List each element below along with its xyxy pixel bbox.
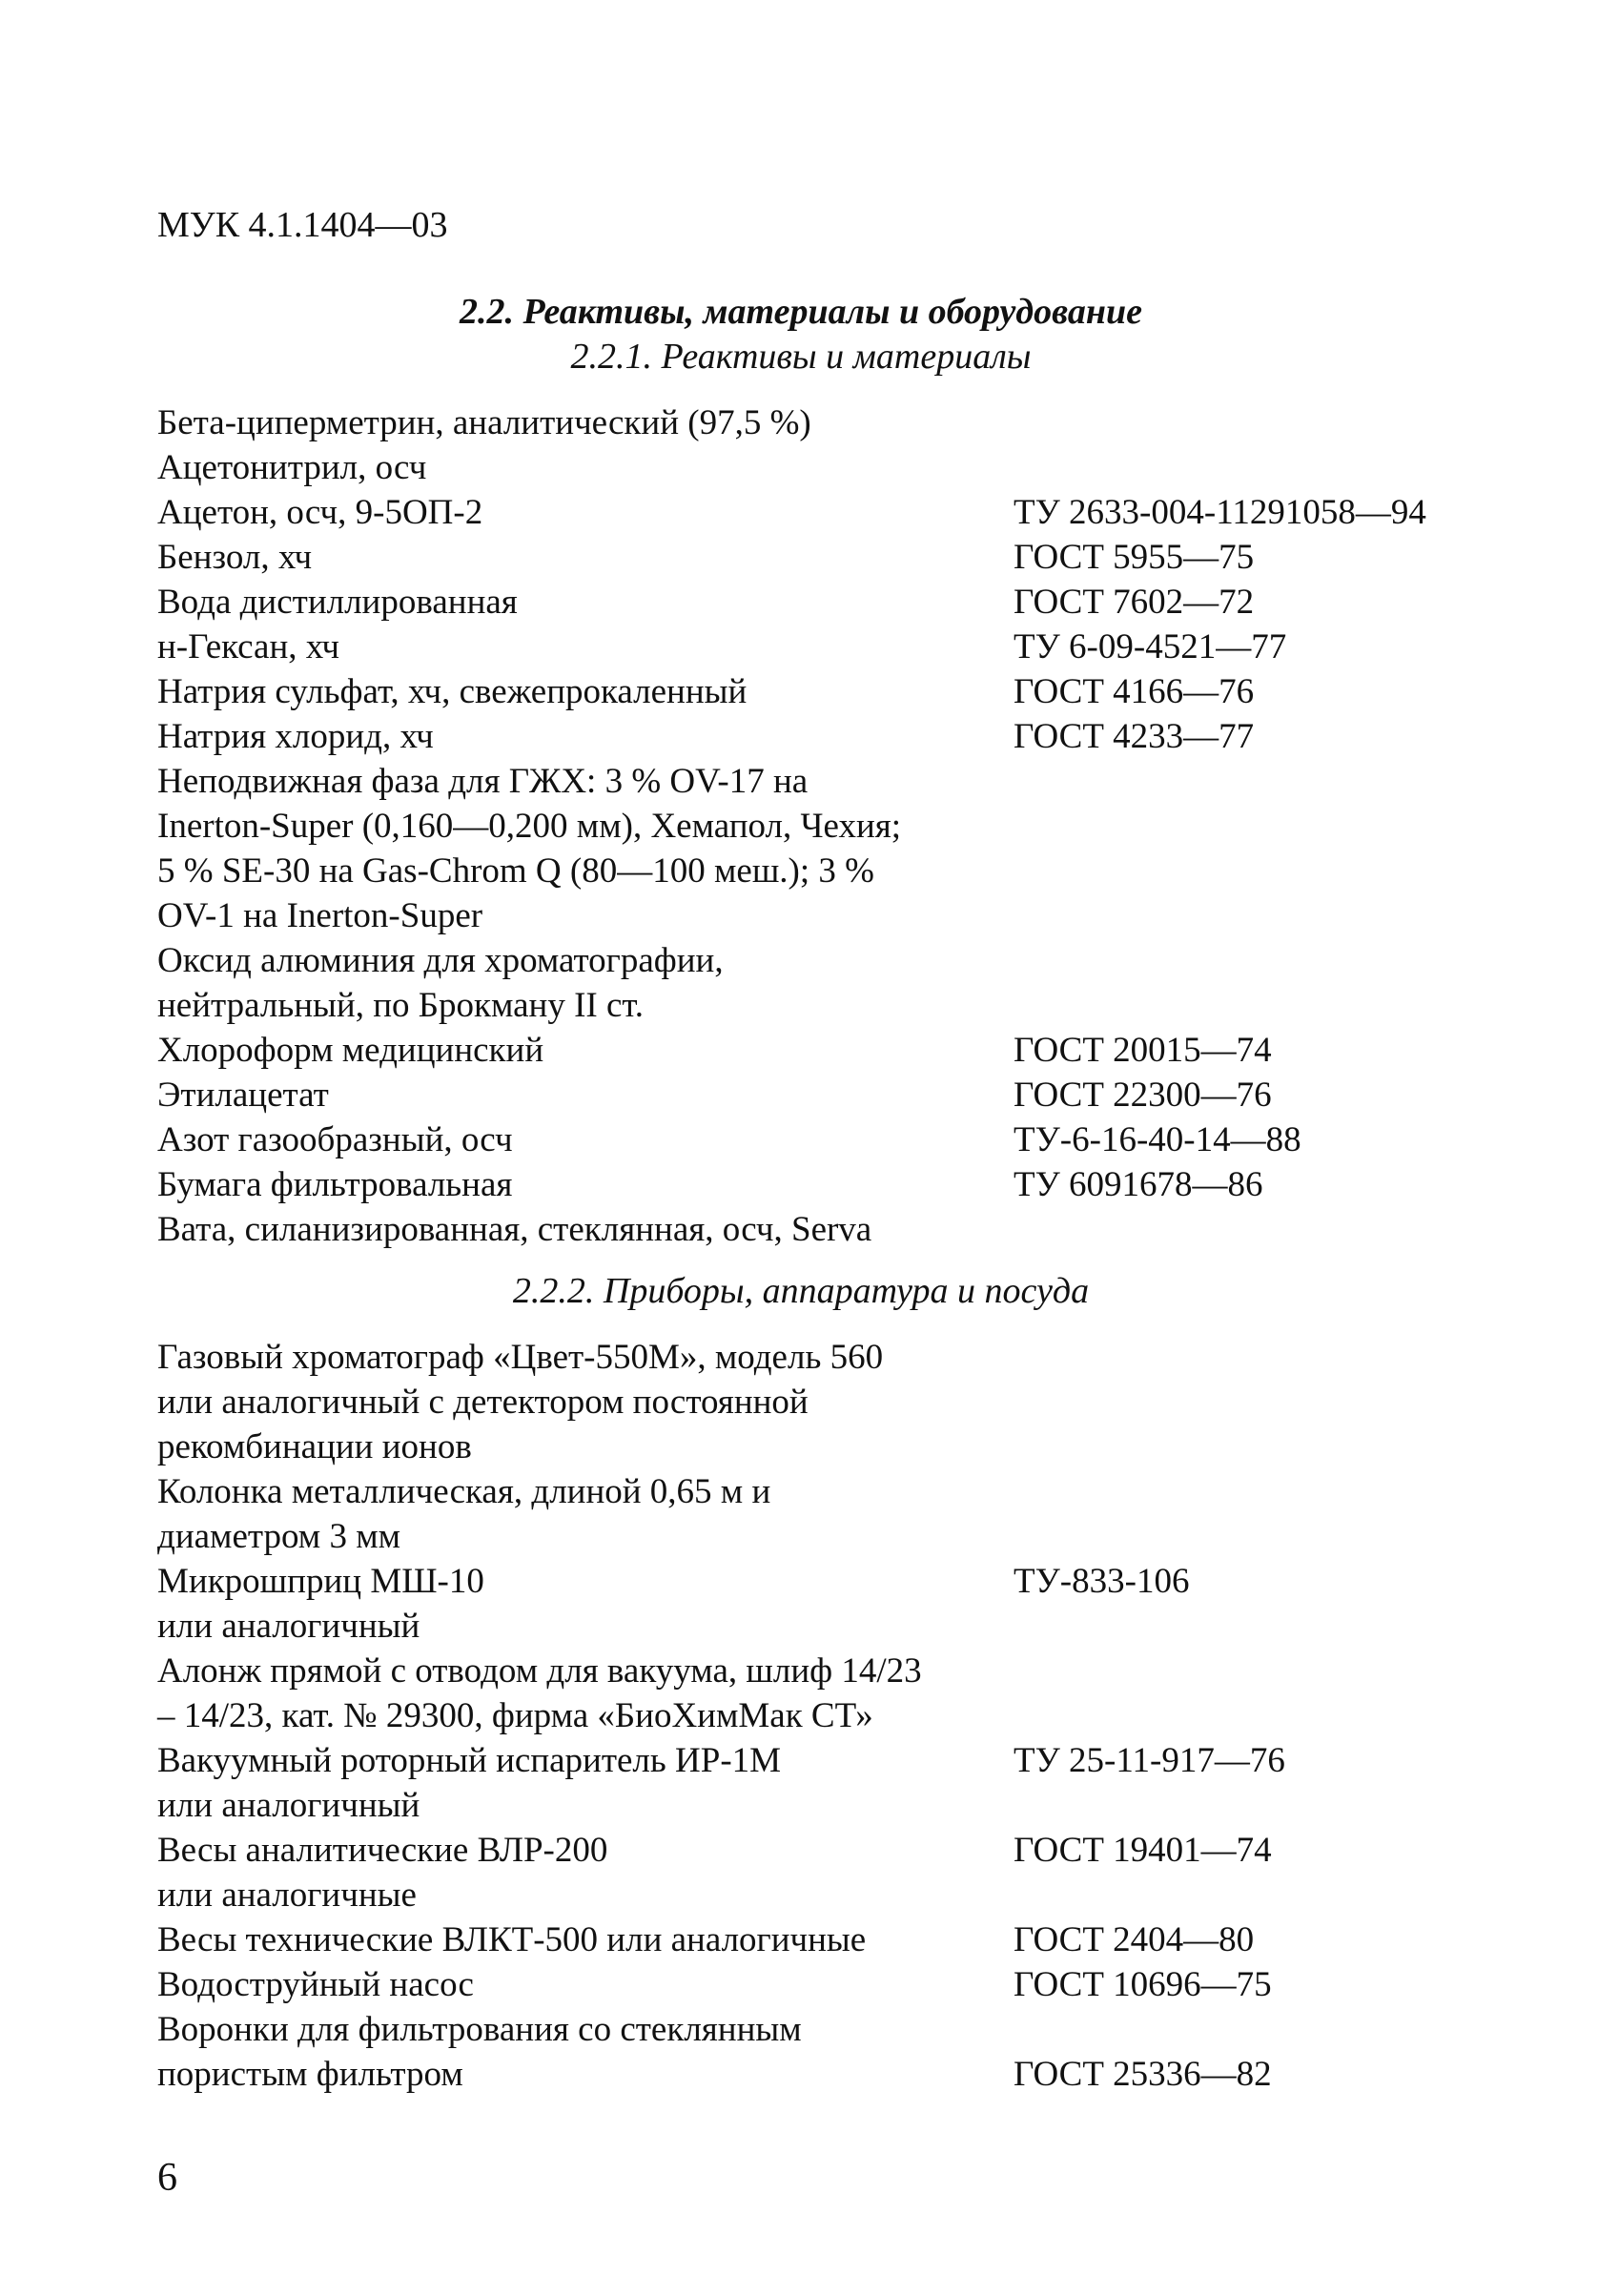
reagent-row — [157, 535, 1473, 580]
instrument-row — [157, 1783, 1473, 1828]
item-standard: ГОСТ 20015—74 — [1014, 1031, 1272, 1070]
reagent-row — [157, 714, 1473, 759]
instrument-row — [157, 2007, 1473, 2052]
item-name: нейтральный, по Брокману II ст. — [157, 986, 645, 1025]
reagent-row — [157, 400, 1473, 445]
reagent-row — [157, 1117, 1473, 1162]
item-standard: ГОСТ 5955—75 — [1014, 538, 1255, 577]
instrument-row — [157, 1917, 1473, 1962]
reagent-row — [157, 669, 1473, 714]
reagent-row — [157, 625, 1473, 669]
item-standard: ГОСТ 22300—76 — [1014, 1076, 1272, 1115]
item-name: OV-1 на Inerton-Super — [157, 896, 483, 935]
item-name: Inerton-Super (0,160—0,200 мм), Хемапол, Чехия; — [157, 807, 902, 846]
item-name: Бета-циперметрин, аналитический (97,5 %) — [157, 403, 811, 442]
item-name: или аналогичные — [157, 1876, 417, 1915]
item-name: Натрия хлорид, хч — [157, 717, 434, 756]
item-standard: ГОСТ 10696—75 — [1014, 1965, 1272, 2004]
item-name: диаметром 3 мм — [157, 1517, 401, 1556]
page-number: 6 — [157, 2156, 177, 2200]
item-standard: ГОСТ 2404—80 — [1014, 1920, 1255, 1959]
item-name: Вата, силанизированная, стеклянная, осч, Serva — [157, 1210, 872, 1249]
item-standard: ТУ 25-11-917—76 — [1014, 1741, 1285, 1780]
instrument-row — [157, 1469, 1473, 1514]
item-standard: ТУ 6091678—86 — [1014, 1165, 1263, 1204]
reagent-row — [157, 1207, 1473, 1252]
item-name: Воронки для фильтрования со стеклянным — [157, 2010, 802, 2049]
reagent-row — [157, 1073, 1473, 1117]
instrument-row — [157, 1693, 1473, 1738]
reagent-row — [157, 983, 1473, 1028]
item-name: Этилацетат — [157, 1076, 329, 1115]
instrument-row — [157, 1514, 1473, 1559]
item-name: Бензол, хч — [157, 538, 313, 577]
reagents-list — [157, 400, 1473, 1252]
item-standard: ТУ-6-16-40-14—88 — [1014, 1120, 1301, 1159]
item-name: Хлороформ медицинский — [157, 1031, 544, 1070]
instrument-row — [157, 2052, 1473, 2097]
instruments-subsection-title: 2.2.2. Приборы, аппаратура и посуда — [512, 1271, 1090, 1311]
item-name: Вода дистиллированная — [157, 583, 518, 622]
reagent-row — [157, 893, 1473, 938]
item-name: Бумага фильтровальная — [157, 1165, 513, 1204]
item-name: Азот газообразный, осч — [157, 1120, 513, 1159]
item-standard: ТУ 6-09-4521—77 — [1014, 627, 1287, 666]
item-name: Алонж прямой с отводом для вакуума, шлиф 14/23 — [157, 1651, 922, 1691]
item-name: рекомбинации ионов — [157, 1427, 472, 1466]
item-name: – 14/23, кат. № 29300, фирма «БиоХимМак СТ» — [157, 1696, 873, 1735]
item-name: Колонка металлическая, длиной 0,65 м и — [157, 1472, 771, 1511]
reagent-row — [157, 445, 1473, 490]
item-standard: ТУ 2633-004-11291058—94 — [1014, 493, 1426, 532]
instrument-row — [157, 1649, 1473, 1693]
item-name: Газовый хроматограф «Цвет-550М», модель 560 — [157, 1338, 884, 1377]
item-name: 5 % SE-30 на Gas-Chrom Q (80—100 меш.); 3 % — [157, 851, 874, 891]
reagent-row — [157, 849, 1473, 893]
item-name: Неподвижная фаза для ГЖХ: 3 % OV-17 на — [157, 762, 809, 801]
instrument-row — [157, 1335, 1473, 1380]
instrument-row — [157, 1962, 1473, 2007]
reagent-row — [157, 580, 1473, 625]
item-name: н-Гексан, хч — [157, 627, 340, 666]
instrument-row — [157, 1873, 1473, 1917]
item-name: Оксид алюминия для хроматографии, — [157, 941, 724, 980]
reagent-row — [157, 1028, 1473, 1073]
reagent-row — [157, 759, 1473, 804]
item-name: или аналогичный с детектором постоянной — [157, 1383, 809, 1422]
item-name: пористым фильтром — [157, 2055, 463, 2094]
item-standard: ГОСТ 19401—74 — [1014, 1831, 1272, 1870]
item-standard: ГОСТ 4166—76 — [1014, 672, 1255, 711]
item-standard: ГОСТ 25336—82 — [1014, 2055, 1272, 2094]
item-name: Микрошприц МШ-10 — [157, 1562, 484, 1601]
reagent-row — [157, 804, 1473, 849]
item-name: Вакуумный роторный испаритель ИР-1М — [157, 1741, 782, 1780]
reagent-row — [157, 1162, 1473, 1207]
instruments-list — [157, 1335, 1473, 2097]
item-standard: ГОСТ 4233—77 — [1014, 717, 1255, 756]
instrument-row — [157, 1559, 1473, 1604]
item-standard: ТУ-833-106 — [1014, 1562, 1190, 1601]
item-name: или аналогичный — [157, 1786, 420, 1825]
item-standard: ГОСТ 7602—72 — [1014, 583, 1255, 622]
instrument-row — [157, 1604, 1473, 1649]
item-name: или аналогичный — [157, 1607, 420, 1646]
instrument-row — [157, 1380, 1473, 1425]
instrument-row — [157, 1738, 1473, 1783]
reagent-row — [157, 490, 1473, 535]
instrument-row — [157, 1828, 1473, 1873]
section-title: 2.2. Реактивы, материалы и оборудование — [460, 292, 1142, 332]
item-name: Натрия сульфат, хч, свежепрокаленный — [157, 672, 748, 711]
item-name: Ацетонитрил, осч — [157, 448, 427, 487]
item-name: Ацетон, осч, 9-5ОП-2 — [157, 493, 483, 532]
item-name: Водоструйный насос — [157, 1965, 474, 2004]
item-name: Весы технические ВЛКТ-500 или аналогичные — [157, 1920, 867, 1959]
instrument-row — [157, 1425, 1473, 1469]
reagent-row — [157, 938, 1473, 983]
document-code: МУК 4.1.1404—03 — [157, 205, 448, 245]
reagents-subsection-title: 2.2.1. Реактивы и материалы — [570, 337, 1032, 377]
item-name: Весы аналитические ВЛР-200 — [157, 1831, 608, 1870]
